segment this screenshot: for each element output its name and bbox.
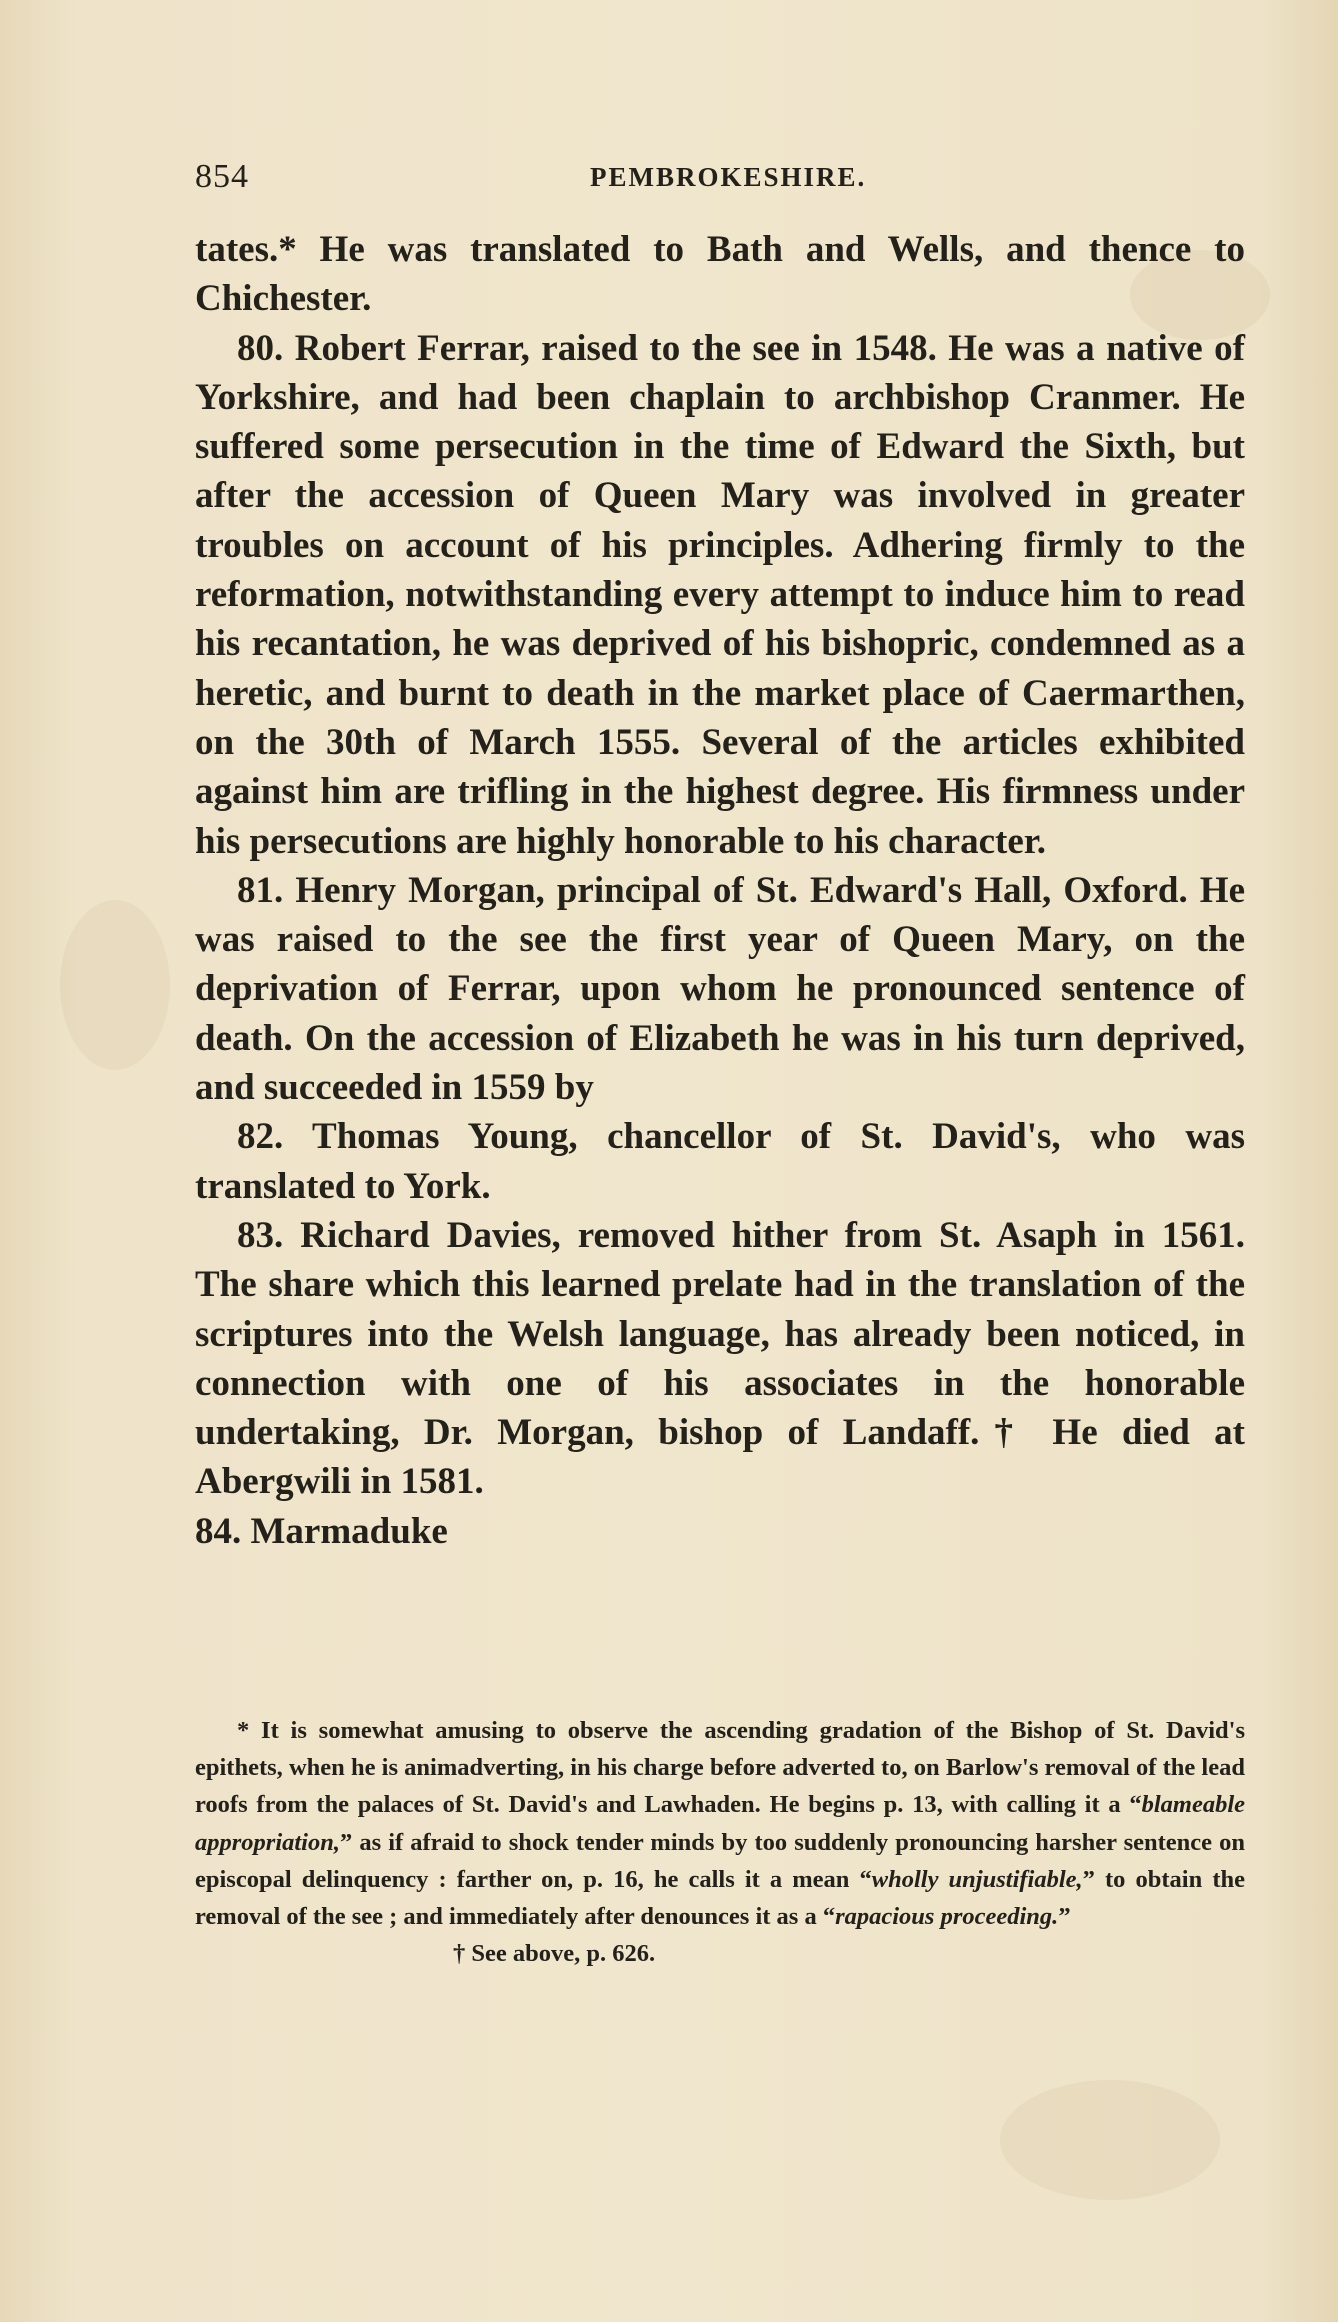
footnote-text: ” <box>1058 1903 1071 1931</box>
paragraph-81-henry-morgan: 81. Henry Morgan, principal of St. Edward's Hall, Oxford. He was raised to the see the first year of Queen Mary, on the deprivation of Ferrar, upon whom he pronounced sentence of death. On the accession of Elizabeth he was in his turn deprived, and succeeded in 1559 by <box>195 869 1245 1109</box>
footnote-text: ” to obtain the removal of the see ; and immediately after denounces it as a “ <box>195 1865 1245 1931</box>
footnotes <box>195 1712 1245 1972</box>
footnote-asterisk <box>195 1712 1245 1935</box>
body-text <box>195 225 1245 1556</box>
paragraph-83-richard-davies: 83. Richard Davies, removed hither from St. Asaph in 1561. The share which this learned prelate had in the translation of the scriptures into the Welsh language, has already been noticed, in connection with one of his associates in the honorable undertaking, Dr. Morgan, bishop of Landaff.† He died at Abergwili in 1581. <box>195 1214 1245 1503</box>
paper-stain <box>60 900 170 1070</box>
footnote-quote-italic: blameable appropriation, <box>195 1791 1245 1856</box>
paragraph-82-thomas-young: 82. Thomas Young, chancellor of St. David's, who was translated to York. <box>195 1116 1245 1207</box>
paragraph-80-robert-ferrar: 80. Robert Ferrar, raised to the see in 1548. He was a native of Yorkshire, and had been chaplain to archbishop Cranmer. He suffered some persecution in the time of Edward the Sixth, but after the accession of Queen Mary was involved in greater troubles on account of his principles. Adhering firmly to the reformation, notwithstanding every attempt to induce him to read his recantation, he was deprived of his bishopric, condemned as a heretic, and burnt to death in the market place of Caermarthen, on the 30th of March 1555. Several of the articles exhibited against him are trifling in the highest degree. His firmness under his persecutions are highly honorable to his character. <box>195 327 1245 862</box>
page-number: 854 <box>195 158 249 195</box>
page-header <box>195 158 1245 198</box>
footnote-quote-italic: wholly unjustifiable, <box>871 1865 1083 1893</box>
footnote-dagger: † See above, p. 626. <box>453 1940 656 1968</box>
footnote-quote-italic: rapacious proceeding. <box>835 1903 1059 1931</box>
paper-stain <box>1000 2080 1220 2200</box>
running-head: PEMBROKESHIRE. <box>590 162 867 192</box>
paragraph-continued: tates.* He was translated to Bath and Wells, and thence to Chichester. <box>195 229 1245 320</box>
footnote-text: ” as if afraid to shock tender minds by too suddenly pronouncing harsher sentence on episcopal delinquency : farther on, p. 16, he calls it a mean “ <box>195 1828 1245 1893</box>
footnote-text: * It is somewhat amusing to observe the ascending gradation of the Bishop of St. David's epithets, when he is animadverting, in his charge before adverted to, on Barlow's removal of the lead roofs from the palaces of St. David's and Lawhaden. He begins p. 13, with calling it a “ <box>195 1717 1245 1819</box>
catchword: 84. Marmaduke <box>195 1510 448 1552</box>
